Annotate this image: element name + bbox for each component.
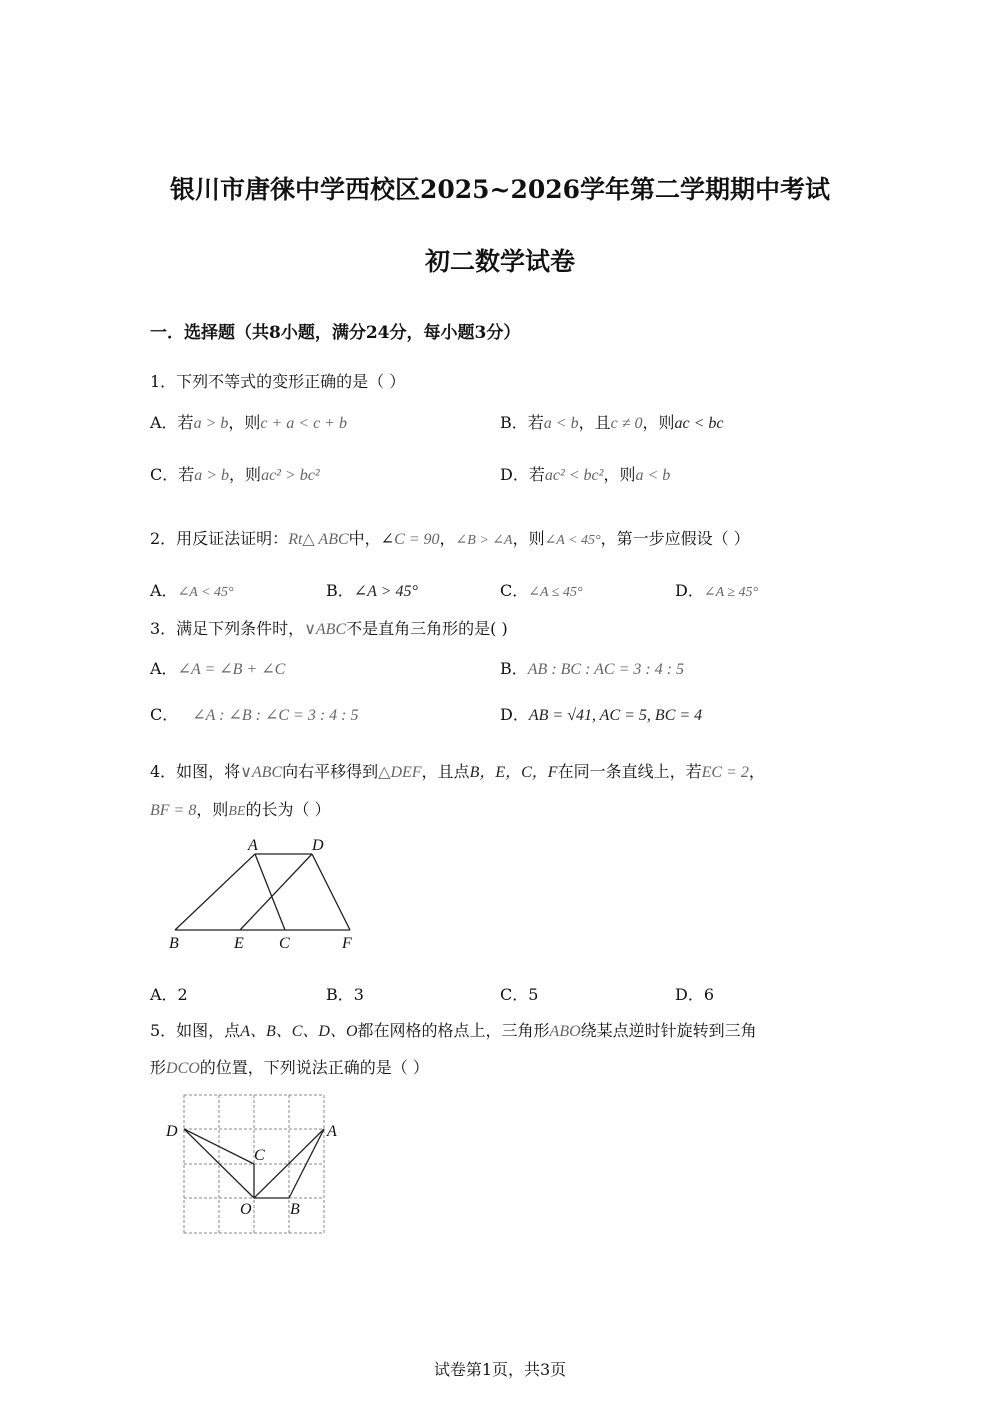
q2-option-d: D．∠A ≥ 45°	[675, 581, 759, 600]
segment-dc	[184, 1129, 254, 1164]
segment-de	[240, 854, 312, 930]
label-o: O	[240, 1201, 252, 1218]
label-b: B	[290, 1201, 300, 1218]
section-heading: 一．选择题（共8小题，满分24分，每小题3分）	[150, 323, 521, 343]
q1-option-d: D．若ac² < bc²，则a < b	[500, 465, 671, 484]
label-e: E	[234, 935, 244, 952]
label-d: D	[312, 837, 324, 854]
q4-stem-line1: 4．如图，将∨ABC向右平移得到△DEF，且点B，E，C，F在同一条直线上，若EC = 2，	[150, 762, 765, 781]
q2-stem: 2．用反证法证明：Rt△ ABC中，∠C = 90，∠B > ∠A，则∠A < 45°，第一步应假设（ ）	[150, 529, 750, 548]
q3-stem: 3．满足下列条件时，∨ABC不是直角三角形的是( )	[150, 619, 508, 638]
q4-option-a: A．2	[150, 985, 188, 1004]
q4-option-d: D．6	[675, 985, 715, 1004]
label-d: D	[166, 1123, 178, 1140]
q3-option-a: A．∠A = ∠B + ∠C	[150, 659, 286, 678]
q2-option-c: C．∠A ≤ 45°	[500, 581, 583, 600]
label-b: B	[169, 935, 179, 952]
label-c: C	[254, 1147, 265, 1164]
q3-option-d: D．AB = √41, AC = 5, BC = 4	[500, 705, 703, 724]
label-a: A	[248, 837, 258, 854]
q1-option-a: A．若a > b，则c + a < c + b	[150, 413, 347, 432]
label-c: C	[279, 935, 290, 952]
label-f: F	[342, 935, 352, 952]
q1-option-b: B．若a < b，且c ≠ 0，则ac < bc	[500, 413, 724, 432]
segment-ac	[255, 854, 285, 930]
q5-grid-figure	[160, 1088, 360, 1238]
q5-stem-line1: 5．如图，点A、B、C、D、O都在网格的格点上，三角形ABO绕某点逆时针旋转到三角	[150, 1021, 757, 1040]
q2-option-b: B．∠A > 45°	[326, 581, 418, 600]
segment-ab	[175, 854, 255, 930]
q4-stem-line2: BF = 8，则BE的长为（ ）	[150, 800, 331, 819]
q4-option-c: C．5	[500, 985, 539, 1004]
q2-option-a: A．∠A < 45°	[150, 581, 234, 600]
q4-figure	[160, 832, 370, 957]
q1-option-c: C．若a > b，则ac² > bc²	[150, 465, 320, 484]
q3-option-b: B．AB : BC : AC = 3 : 4 : 5	[500, 659, 685, 678]
exam-title-line1: 银川市唐徕中学西校区2025~2026学年第二学期期中考试	[169, 175, 831, 204]
label-a: A	[327, 1123, 337, 1140]
q5-stem-line2: 形DCO的位置，下列说法正确的是（ ）	[150, 1058, 429, 1077]
exam-title-line2: 初二数学试卷	[424, 247, 575, 276]
page-footer: 试卷第1页，共3页	[433, 1360, 567, 1379]
segment-df	[312, 854, 350, 930]
q1-stem: 1．下列不等式的变形正确的是（ ）	[150, 372, 406, 391]
q4-option-b: B．3	[326, 985, 364, 1004]
q3-option-c: C． ∠A : ∠B : ∠C = 3 : 4 : 5	[150, 705, 359, 724]
